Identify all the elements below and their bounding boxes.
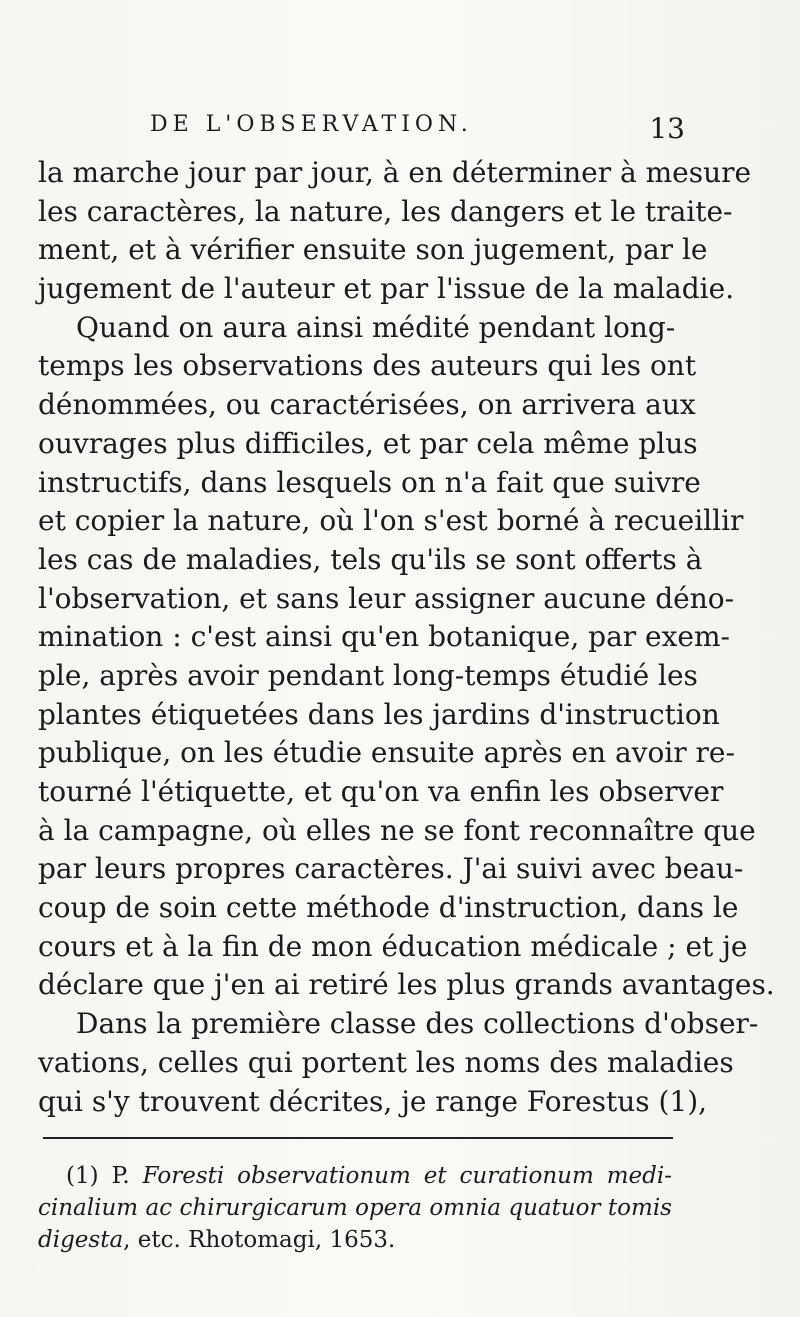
text-line: mination : c'est ainsi qu'en botanique, par exem-	[38, 620, 730, 654]
text-line: vations, celles qui portent les noms des maladies	[38, 1045, 734, 1079]
footnote-title: Foresti observationum et curationum medi-	[142, 1163, 673, 1189]
text-line: instructifs, dans lesquels on n'a fait que suivre	[38, 465, 701, 499]
text-line: cours et à la fin de mon éducation médicale ; et je	[38, 929, 748, 963]
text-line: l'observation, et sans leur assigner aucune déno-	[38, 581, 735, 615]
text-line: ple, après avoir pendant long-temps étudié les	[38, 658, 698, 692]
text-line: les cas de maladies, tels qu'ils se sont offerts à	[38, 542, 703, 576]
text-line: déclare que j'en ai retiré les plus grands avantages.	[38, 968, 775, 1002]
text-line: ouvrages plus difficiles, et par cela même plus	[38, 426, 698, 460]
text-line: plantes étiquetées dans les jardins d'instruction	[38, 697, 720, 731]
text-line: jugement de l'auteur et par l'issue de la maladie.	[38, 272, 735, 306]
footnote-number: (1)	[66, 1163, 99, 1189]
text-line: temps les observations des auteurs qui les ont	[38, 349, 697, 383]
text-line: à la campagne, où elles ne se font reconnaître que	[38, 813, 756, 847]
page-header	[150, 112, 685, 148]
text-line: Quand on aura ainsi médité pendant long-	[76, 310, 676, 344]
footnote-author: P.	[111, 1163, 130, 1189]
page-number: 13	[649, 112, 685, 145]
running-head: DE L'OBSERVATION.	[150, 112, 473, 137]
body-text	[38, 154, 775, 1121]
footnote-rule	[43, 1137, 673, 1139]
footnote-title-end: digesta	[38, 1227, 124, 1253]
text-line: et copier la nature, où l'on s'est borné à recueillir	[38, 504, 744, 538]
text-line: ment, et à vérifier ensuite son jugement, par le	[38, 233, 708, 267]
text-line: par leurs propres caractères. J'ai suivi avec beau-	[38, 852, 744, 886]
text-line: la marche jour par jour, à en déterminer à mesure	[38, 156, 752, 189]
text-line: dénommées, ou caractérisées, on arrivera aux	[38, 388, 696, 422]
text-line: les caractères, la nature, les dangers et le traite-	[38, 194, 733, 228]
footnote-line	[38, 1160, 672, 1192]
text-line: Dans la première classe des collections d'obser-	[76, 1007, 759, 1041]
footnote-line	[38, 1224, 672, 1256]
footnote-imprint: , etc. Rhotomagi, 1653.	[123, 1227, 396, 1253]
footnote-line	[38, 1192, 672, 1224]
text-line: publique, on les étudie ensuite après en avoir re-	[38, 736, 735, 770]
text-line: tourné l'étiquette, et qu'on va enfin les observer	[38, 775, 724, 808]
footnote	[38, 1160, 672, 1256]
footnote-title-cont: cinalium ac chirurgicarum opera omnia quatuor tomis	[38, 1195, 672, 1221]
text-line: qui s'y trouvent décrites, je range Forestus (1),	[38, 1084, 708, 1118]
text-line: coup de soin cette méthode d'instruction, dans le	[38, 891, 739, 925]
